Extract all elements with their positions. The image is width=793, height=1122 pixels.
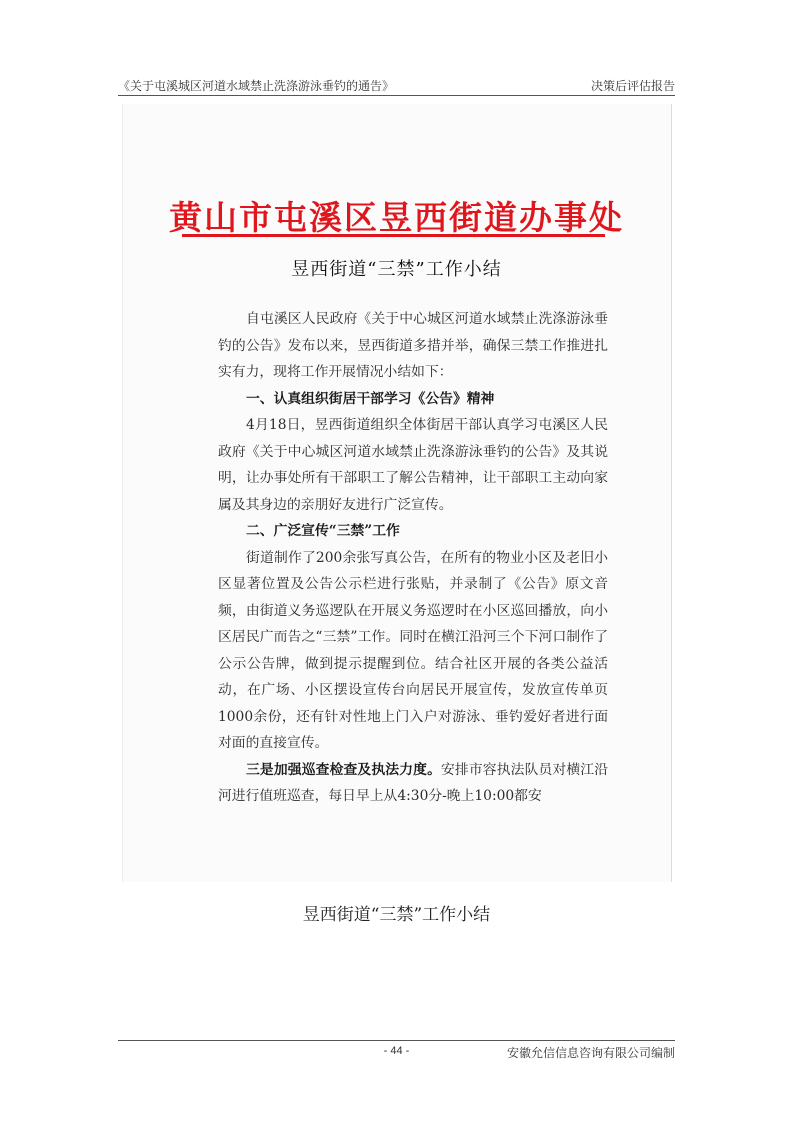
section3-paragraph [218, 757, 608, 810]
organization-letterhead: 黄山市屯溪区昱西街道办事处 [169, 198, 624, 237]
section3-text: 安排市容执法队员对横江沿河进行值班巡查，每日早上从4:30分-晚上10:00都安 [218, 761, 609, 804]
section1-paragraph: 4月18日，昱西街道组织全体街居干部认真学习屯溪区人民政府《关于中心城区河道水域禁止洗涤游泳垂钓的公告》及其说明，让办事处所有干部职工了解公告精神，让干部职工主动向家属及其身边的亲朋好友进行广泛宣传。 [218, 417, 608, 513]
section1-heading: 一、认真组织街居干部学习《公告》精神 [246, 390, 495, 407]
header-document-title: 《关于屯溪城区河道水域禁止洗涤游泳垂钓的通告》 [118, 79, 395, 93]
scan-body-text [218, 306, 608, 810]
scanned-document-image [122, 104, 672, 882]
footer-divider [118, 1040, 675, 1041]
intro-paragraph: 自屯溪区人民政府《关于中心城区河道水域禁止洗涤游泳垂钓的公告》发布以来，昱西街道多措并举，确保三禁工作推进扎实有力，现将工作开展情况小结如下： [218, 311, 608, 380]
page-number: - 44 - [383, 1045, 410, 1057]
section3-heading: 三是加强巡查检查及执法力度。 [246, 761, 441, 778]
figure-caption: 昱西街道“三禁”工作小结 [302, 905, 491, 925]
footer-company: 安徽允信信息咨询有限公司编制 [506, 1046, 675, 1060]
page-header [118, 74, 675, 96]
scan-document-title: 昱西街道“三禁”工作小结 [291, 259, 502, 280]
section2-paragraph: 街道制作了200余张写真公告，在所有的物业小区及老旧小区显著位置及公告公示栏进行张贴，并录制了《公告》原文音频，由街道义务巡逻队在开展义务巡逻时在小区巡回播放，向小区居民广而告之“三禁”工作。同时在横江沿河三个下河口制作了公示公告牌，做到提示提醒到位。结合社区开展的各类公益活动，在广场、小区摆设宣传台向居民开展宣传，发放宣传单页1000余份，还有针对性地上门入户对游泳、垂钓爱好者进行面对面的直接宣传。 [218, 549, 608, 751]
section2-heading: 二、广泛宣传“三禁”工作 [246, 523, 400, 539]
header-report-type: 决策后评估报告 [590, 79, 675, 93]
letterhead-red-rule [182, 234, 605, 237]
page-footer [118, 1044, 675, 1064]
header-divider [118, 95, 675, 96]
